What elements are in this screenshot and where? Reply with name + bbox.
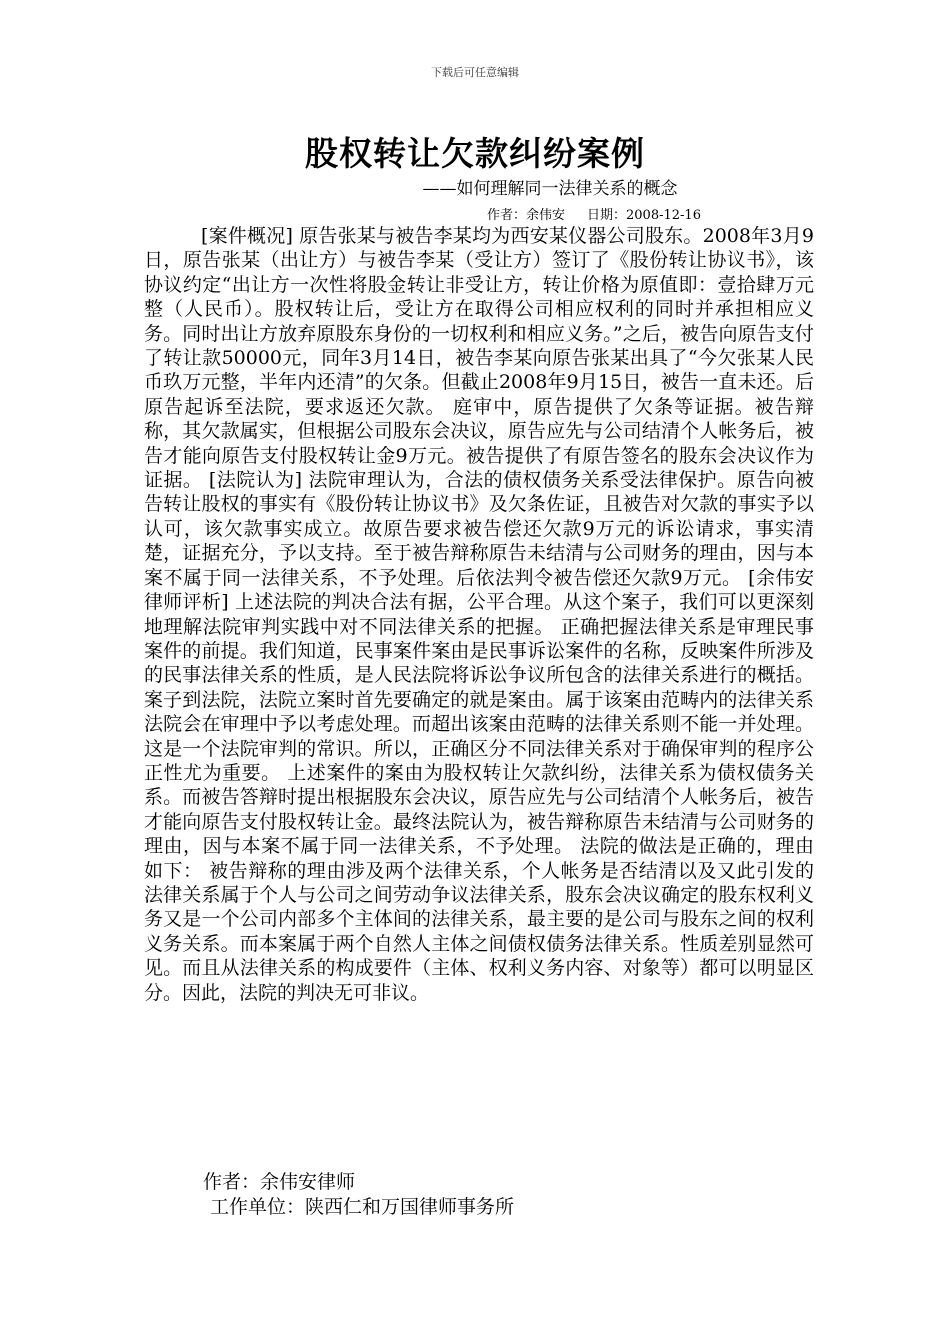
body-paragraph: [案件概况] 原告张某与被告李某均为西安某仪器公司股东。2008年3月9日，原告张某（出让方）与被告李某（受让方）签订了《股份转让协议书》，该协议约定“出让方一次性将股金转让非受让方，转让价格为原值即：壹拾肆万元整（人民币）。股权转让后，受让方在取得公司相应权利的同时并承担相应义务。同时出让方放弃原股东身份的一切权利和相应义务。”之后，被告向原告支付了转让款50000元，同年3月14日，被告李某向原告张某出具了“今欠张某人民币玖万元整，半年内还清”的欠条。但截止2008年9月15日，被告一直未还。后原告起诉至法院，要求返还欠款。 庭审中，原告提供了欠条等证据。被告辩称，其欠款属实，但根据公司股东会决议，原告应先与公司结清个人帐务后，被告才能向原告支付股权转让金9万元。被告提供了有原告签名的股东会决议作为证据。 [法院认为] 法院审理认为，合法的债权债务关系受法律保护。原告向被告转让股权的事实有《股份转让协议书》及欠条佐证，且被告对欠款的事实予以认可，该欠款事实成立。故原告要求被告偿还欠款9万元的诉讼请求，事实清楚，证据充分，予以支持。至于被告辩称原告未结清与公司财务的理由，因与本案不属于同一法律关系，不予处理。后依法判令被告偿还欠款9万元。 [余伟安律师评析] 上述法院的判决合法有据，公平合理。从这个案子，我们可以更深刻地理解法院审判实践中对不同法律关系的把握。 正确把握法律关系是审理民事案件的前提。我们知道，民事案件案由是民事诉讼案件的名称，反映案件所涉及的民事法律关系的性质，是人民法院将诉讼争议所包含的法律关系进行的概括。案子到法院，法院立案时首先要确定的就是案由。属于该案由范畴内的法律关系法院会在审理中予以考虑处理。而超出该案由范畴的法律关系则不能一并处理。这是一个法院审判的常识。所以，正确区分不同法律关系对于确保审判的程序公正性尤为重要。 上述案件的案由为股权转让欠款纠纷，法律关系为债权债务关系。而被告答辩时提出根据股东会决议，原告应先与公司结清个人帐务后，被告才能向原告支付股权转让金。最终法院认为，被告辩称原告未结清与公司财务的理由，因与本案不属于同一法律关系，不予处理。 法院的做法是正确的，理由如下： 被告辩称的理由涉及两个法律关系，个人帐务是否结清以及又此引发的法律关系属于个人与公司之间劳动争议法律关系，股东会决议确定的股东权利义务又是一个公司内部多个主体间的法律关系，最主要的是公司与股东之间的权利义务关系。而本案属于两个自然人主体之间债权债务法律关系。性质差别显然可见。而且从法律关系的构成要件（主体、权利义务内容、对象等）都可以明显区分。因此，法院的判决无可非议。: [144, 225, 814, 1004]
byline-date: 日期：2008-12-16: [587, 208, 701, 223]
byline-author: 作者：余伟安: [487, 208, 566, 223]
signature-unit: 工作单位：陕西仁和万国律师事务所: [210, 1196, 515, 1218]
signature-author: 作者：余伟安律师: [203, 1171, 356, 1193]
byline: [487, 204, 701, 223]
page-title: 股权转让欠款纠纷案例: [305, 134, 645, 173]
header-note: 下载后可任意编辑: [431, 66, 519, 79]
page-subtitle: ——如何理解同一法律关系的概念: [422, 179, 678, 199]
